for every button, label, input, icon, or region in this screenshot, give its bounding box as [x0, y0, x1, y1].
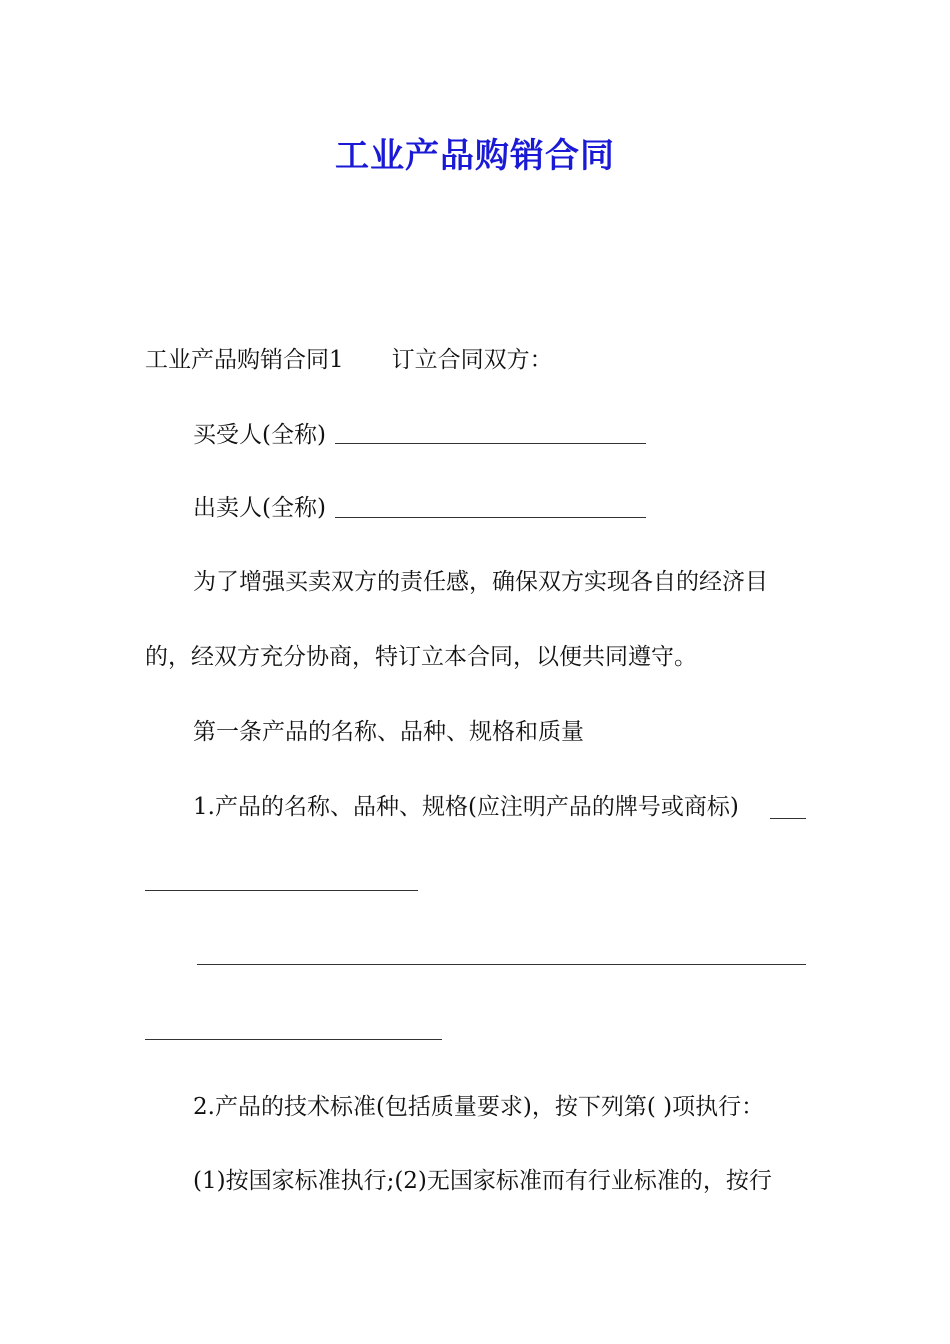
item2-text: 2.产品的技术标准(包括质量要求)，按下列第( )项执行： — [193, 1094, 765, 1120]
item1-blank-line1 — [145, 890, 418, 891]
item1-text: 1.产品的名称、品种、规格(应注明产品的牌号或商标) — [193, 794, 739, 820]
contract-heading: 工业产品购销合同1 — [145, 347, 344, 373]
parties-heading: 订立合同双方： — [391, 347, 553, 373]
document-title: 工业产品购销合同 — [335, 136, 615, 176]
buyer-label: 买受人(全称) — [193, 422, 326, 448]
item2-options: (1)按国家标准执行;(2)无国家标准而有行业标准的，按行 — [193, 1168, 772, 1194]
buyer-name-blank — [335, 443, 646, 444]
intro-paragraph-line1: 为了增强买卖双方的责任感，确保双方实现各自的经济目 — [193, 569, 768, 595]
intro-paragraph-line2: 的，经双方充分协商，特订立本合同，以便共同遵守。 — [145, 644, 697, 670]
article1-title: 第一条产品的名称、品种、规格和质量 — [193, 719, 584, 745]
item1-blank-line2 — [197, 964, 806, 965]
item1-blank-inline — [770, 818, 806, 819]
seller-name-blank — [335, 517, 646, 518]
seller-label: 出卖人(全称) — [193, 495, 326, 521]
item1-blank-line3 — [145, 1039, 442, 1040]
heading-line — [145, 345, 553, 375]
